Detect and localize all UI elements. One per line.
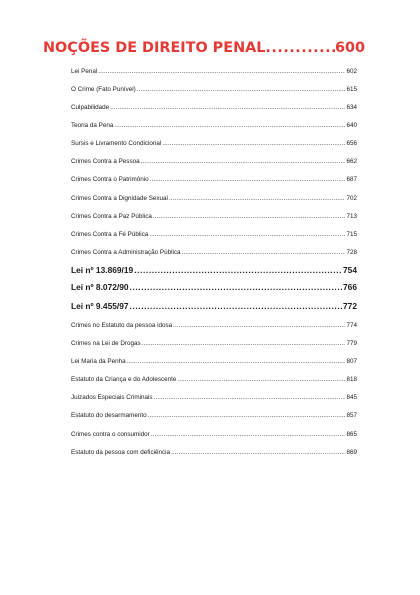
- toc-entry-page: 634: [346, 104, 357, 111]
- dot-leader: [265, 40, 335, 56]
- toc-entry: [71, 195, 357, 202]
- dot-leader: [169, 195, 346, 202]
- toc-entry: [71, 449, 357, 456]
- toc-entry-page: 713: [346, 213, 357, 220]
- toc-entry: [71, 104, 357, 111]
- toc-entry-label: Crimes Contra a Paz Pública: [71, 213, 152, 220]
- toc-entry-page: 615: [346, 86, 357, 93]
- toc-entry-page: 772: [343, 301, 357, 311]
- toc-entry: [71, 86, 357, 93]
- toc-entry-label: Lei nº 8.072/90: [71, 282, 129, 292]
- dot-leader: [149, 231, 345, 238]
- toc-entry-label: Estatuto da Criança e do Adolescente: [71, 376, 177, 383]
- toc-entry: [71, 231, 357, 238]
- section-page-number: 600: [334, 40, 365, 56]
- toc-entry-page: 845: [346, 394, 357, 401]
- toc-entry-label: Teoria da Pena: [71, 122, 114, 129]
- toc-entry-page: 857: [346, 412, 357, 419]
- toc-entry-major: [71, 282, 357, 292]
- toc-entry-label: Crimes Contra a Fé Pública: [71, 231, 149, 238]
- toc-entry-label: Crimes Contra a Pessoa: [71, 158, 140, 165]
- toc-entry-major: [71, 301, 357, 311]
- toc-entry-label: Culpabilidade: [71, 104, 110, 111]
- dot-leader: [130, 282, 342, 292]
- dot-leader: [151, 431, 346, 438]
- toc-entry: [71, 412, 357, 419]
- toc-entry: [71, 322, 357, 329]
- toc-entry: [71, 376, 357, 383]
- toc-entry-page: 702: [346, 195, 357, 202]
- toc-entry-label: Estatuto da pessoa com deficiência: [71, 449, 171, 456]
- toc-entry: [71, 394, 357, 401]
- toc-entry-page: 728: [346, 249, 357, 256]
- dot-leader: [162, 140, 345, 147]
- dot-leader: [134, 265, 342, 275]
- toc-entry-page: 715: [346, 231, 357, 238]
- dot-leader: [171, 449, 345, 456]
- toc-entry-label: Crimes no Estatuto da pessoa idosa: [71, 322, 173, 329]
- toc-entry: [71, 176, 357, 183]
- dot-leader: [142, 340, 346, 347]
- toc-entry-page: 869: [346, 449, 357, 456]
- dot-leader: [127, 358, 346, 365]
- toc-entry-page: 656: [346, 140, 357, 147]
- toc-entry: [71, 249, 357, 256]
- dot-leader: [154, 394, 346, 401]
- toc-entry-label: Crimes contra o consumidor: [71, 431, 150, 438]
- toc-entry: [71, 122, 357, 129]
- toc-entry-page: 774: [346, 322, 357, 329]
- toc-entry-page: 754: [343, 265, 357, 275]
- dot-leader: [137, 86, 346, 93]
- dot-leader: [182, 249, 346, 256]
- dot-leader: [153, 213, 346, 220]
- toc-entry-label: Estatuto do desarmamento: [71, 412, 147, 419]
- toc-entry-label: Lei Penal: [71, 68, 98, 75]
- toc-entry-label: Lei nº 13.869/19: [71, 265, 134, 275]
- toc-entry-page: 602: [346, 68, 357, 75]
- toc-entry-page: 818: [346, 376, 357, 383]
- toc-entry-label: Crimes Contra o Patrimônio: [71, 176, 149, 183]
- toc-entry: [71, 158, 357, 165]
- toc-entry: [71, 68, 357, 75]
- toc-entry: [71, 431, 357, 438]
- dot-leader: [114, 122, 345, 129]
- toc-entry-major: [71, 265, 357, 275]
- toc-entry: [71, 340, 357, 347]
- dot-leader: [110, 104, 345, 111]
- dot-leader: [150, 176, 346, 183]
- toc-entry: [71, 213, 357, 220]
- toc-entry-page: 640: [346, 122, 357, 129]
- toc-entry-label: Sursis e Livramento Condicional: [71, 140, 162, 147]
- toc-entry-page: 807: [346, 358, 357, 365]
- dot-leader: [177, 376, 345, 383]
- toc-entry-label: O Crime (Fato Punível): [71, 86, 136, 93]
- dot-leader: [98, 68, 345, 75]
- section-title: NOÇÕES DE DIREITO PENAL: [43, 40, 266, 56]
- toc-entry-page: 779: [346, 340, 357, 347]
- toc-entry-label: Lei Maria da Penha: [71, 358, 126, 365]
- toc-entry-page: 662: [346, 158, 357, 165]
- dot-leader: [141, 158, 346, 165]
- dot-leader: [173, 322, 345, 329]
- toc-entry-label: Juizados Especiais Criminais: [71, 394, 153, 401]
- toc-entry-label: Crimes Contra a Administração Pública: [71, 249, 181, 256]
- toc-entry-page: 687: [346, 176, 357, 183]
- toc-entry-label: Lei nº 9.455/97: [71, 301, 129, 311]
- section-heading: [43, 40, 365, 56]
- dot-leader: [130, 301, 342, 311]
- toc-entry-label: Crimes na Lei de Drogas: [71, 340, 141, 347]
- toc-entry-page: 766: [343, 282, 357, 292]
- toc-entry-label: Crimes Contra a Dignidade Sexual: [71, 195, 168, 202]
- toc-entry: [71, 358, 357, 365]
- toc-entry-page: 865: [346, 431, 357, 438]
- toc-entry: [71, 140, 357, 147]
- dot-leader: [148, 412, 346, 419]
